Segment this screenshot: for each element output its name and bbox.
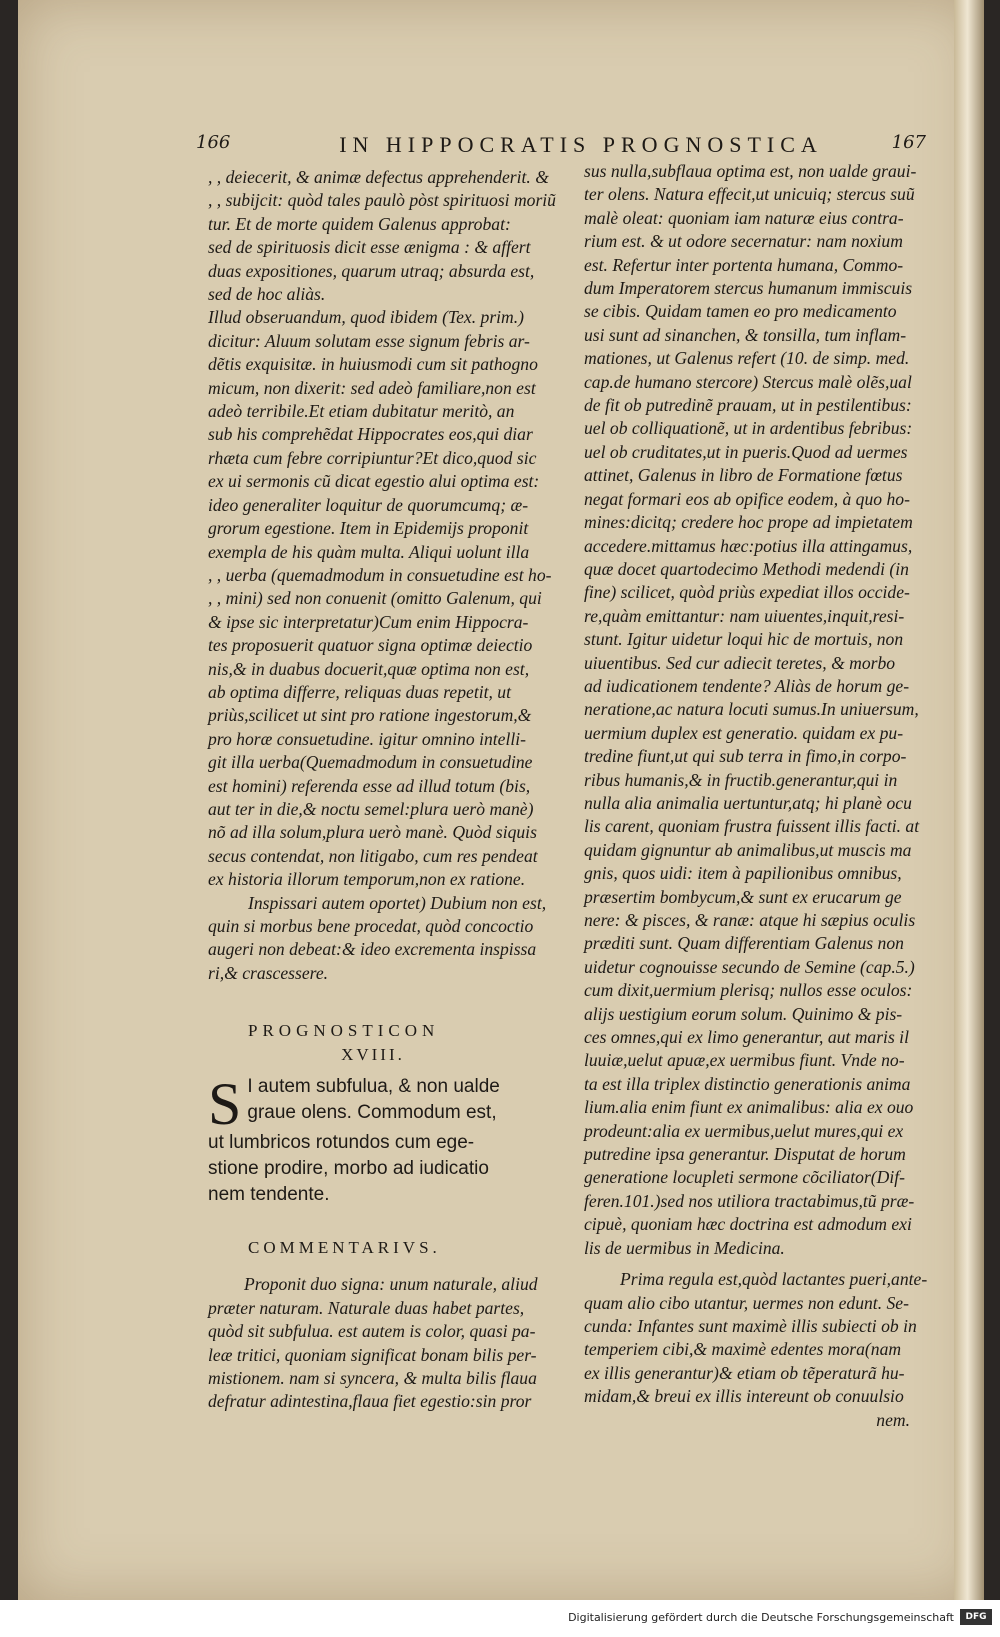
commentary-heading: COMMENTARIVS. xyxy=(248,1238,441,1258)
text-line: re,quàm emittantur: nam uiuentes,inquit,resi- xyxy=(584,605,905,626)
left-para-2 xyxy=(208,306,563,891)
text-line: quòd sit subfulua. est autem is color, quasi pa- xyxy=(208,1321,536,1342)
text-line: , , mini) sed non conuenit (omitto Galenum, qui xyxy=(208,588,542,609)
text-line: sed de spirituosis dicit esse ænigma : & affert xyxy=(208,237,531,258)
text-line: temperiem cibi,& maximè edentes mora(nam xyxy=(584,1339,902,1360)
text-line: tur. Et de morte quidem Galenus approbat: xyxy=(208,213,511,234)
text-line: generatione locupleti sermone cõciliator(Dif- xyxy=(584,1167,906,1188)
drop-cap: S xyxy=(208,1071,242,1138)
text-line: uermium duplex est generatio. quidam ex pu- xyxy=(584,722,904,743)
text-line: stunt. Igitur uidetur loqui hic de mortuis, non xyxy=(584,629,904,650)
section-number: XVIII. xyxy=(341,1044,405,1064)
text-line: git illa uerba(Quemadmodum in consuetudine xyxy=(208,752,533,773)
text-line: est homini) referenda esse ad illud totum (bis, xyxy=(208,775,531,796)
text-line: ad iudicationem tendente? Aliàs de horum ge- xyxy=(584,675,910,696)
text-line: cum dixit,uermium plerisq; nullos esse oculos: xyxy=(584,980,913,1001)
text-line: ces omnes,qui ex limo generantur, aut maris il xyxy=(584,1027,909,1048)
text-line: Illud obseruandum, quod ibidem (Tex. prim.) xyxy=(208,307,525,328)
text-line: fine) scilicet, quòd priùs expediat illos occide- xyxy=(584,582,910,603)
text-line: secus contendat, non litigabo, cum res pendeat xyxy=(208,845,538,866)
text-line: ter olens. Natura effecit,ut unicuiq; stercus suũ xyxy=(584,184,915,205)
text-line: cap.de humano stercore) Stercus malè olẽs,ual xyxy=(584,371,912,392)
text-line: augeri non debeat:& ideo excrementa inspissa xyxy=(208,939,537,960)
book-page xyxy=(18,0,980,1600)
text-line: ideo generaliter loquitur de quorumcumq; æ- xyxy=(208,494,529,515)
text-line: priùs,scilicet ut sint pro ratione ingestorum,& xyxy=(208,705,532,726)
text-line: sus nulla,subflaua optima est, non ualde graui- xyxy=(584,161,917,181)
text-line: exempla de his quàm multa. Aliqui uolunt illa xyxy=(208,541,530,562)
text-line: prodeunt:alia ex uermibus,uelut mures,qui ex xyxy=(584,1120,904,1141)
text-line: midam,& breui ex illis intereunt ob conuulsio xyxy=(584,1386,904,1407)
text-line: nere: & pisces, & ranæ: atque hi sæpius oculis xyxy=(584,910,916,930)
lemma-line: stione prodire, morbo ad iudicatio xyxy=(208,1158,489,1180)
right-para-1 xyxy=(584,160,934,1260)
text-line: luuiæ,uelut apuæ,ex uermibus fiunt. Vnde no- xyxy=(584,1050,905,1071)
text-line: quin si morbus bene procedat, quòd concoctio xyxy=(208,916,534,936)
text-line: duas expositiones, quarum utraq; absurda est, xyxy=(208,260,535,281)
text-line: quæ docet quartodecimo Methodi medendi (in xyxy=(584,558,909,579)
text-line: putredine ipsa generantur. Disputat de horum xyxy=(584,1144,906,1165)
text-line: accedere.mittamus hæc:potius illa attingamus, xyxy=(584,535,913,556)
page-number-right: 167 xyxy=(891,132,926,153)
commentary-paragraph xyxy=(208,1273,563,1413)
text-line: sub his comprehẽdat Hippocrates eos,qui diar xyxy=(208,424,533,445)
text-line: lis de uermibus in Medicina. xyxy=(584,1237,785,1258)
text-line: Prima regula est,quòd lactantes pueri,ante- xyxy=(620,1269,928,1290)
text-line: leæ tritici, quoniam significat bonam bilis per- xyxy=(208,1344,537,1365)
text-line: quidam gignuntur ab animalibus,ut muscis ma xyxy=(584,839,912,860)
text-line: malè oleat: quoniam iam naturæ eius contra- xyxy=(584,207,904,228)
text-line: de fit ob putredinẽ prauam, ut in pestilentibus: xyxy=(584,395,912,416)
text-line: , , deiecerit, & animæ defectus apprehenderit. & xyxy=(208,167,549,187)
text-line: adeò terribile.Et etiam dubitatur meritò, an xyxy=(208,401,515,422)
right-para-2 xyxy=(584,1268,934,1432)
text-line: grorum egestione. Item in Epidemijs proponit xyxy=(208,518,529,539)
left-para-3 xyxy=(208,892,563,986)
text-line: dicitur: Aluum solutam esse signum febris ar- xyxy=(208,330,530,351)
text-line: se cibis. Quidam tamen eo pro medicamento xyxy=(584,301,897,322)
text-line: & ipse sic interpretatur)Cum enim Hippocra- xyxy=(208,611,529,632)
lemma-line: I autem subfulua, & non ualde xyxy=(247,1076,500,1098)
left-para-1 xyxy=(208,166,563,306)
text-line: gnis, quos uidi: item à papilionibus omnibus, xyxy=(584,863,902,884)
page-gutter xyxy=(954,0,984,1600)
lemma-line: ut lumbricos rotundos cum ege- xyxy=(208,1132,475,1154)
text-line: pro horæ consuetudine. igitur omnino intelli- xyxy=(208,728,526,749)
text-line: feren.101.)sed nos utiliora tractabimus,tũ præ- xyxy=(584,1190,915,1211)
text-line: attinet, Galenus in libro de Formatione fœtus xyxy=(584,465,903,486)
text-line: ribus humanis,& in fructib.generantur,qui in xyxy=(584,769,898,790)
text-line: cunda: Infantes sunt maximè illis subiecti ob in xyxy=(584,1315,917,1336)
text-line: nem. xyxy=(876,1409,910,1430)
text-line: præditi sunt. Quam differentiam Galenus non xyxy=(584,933,904,954)
text-line: mistionem. nam si syncera, & multa bilis flaua xyxy=(208,1368,537,1389)
text-line: lium.alia enim fiunt ex animalibus: alia ex ouo xyxy=(584,1097,914,1118)
text-line: nõ ad illa solum,plura uerò manè. Quòd siquis xyxy=(208,822,537,843)
dfg-logo-icon: DFG xyxy=(960,1609,992,1625)
text-line: nulla alia animalia uertuntur,atq; hi planè ocu xyxy=(584,792,912,813)
text-line: , , subijcit: quòd tales paulò pòst spirituosi moriũ xyxy=(208,190,556,211)
text-line: sed de hoc aliàs. xyxy=(208,284,326,305)
text-line: micum, non dixerit: sed adeò familiare,non est xyxy=(208,377,536,398)
text-line: ex illis generantur)& etiam ob tẽperaturã hu- xyxy=(584,1362,905,1383)
text-line: rhæta cum febre corripiuntur?Et dico,quod sic xyxy=(208,447,537,468)
text-line: dẽtis exquisitæ. in huiusmodi cum sit pathogno xyxy=(208,354,538,375)
text-line: ri,& crascessere. xyxy=(208,962,329,983)
text-line: , , uerba (quemadmodum in consuetudine est ho- xyxy=(208,564,552,585)
text-line: tes proposuerit quatuor signa optimæ deiectio xyxy=(208,635,533,656)
funding-notice: Digitalisierung gefördert durch die Deutsche Forschungsgemeinschaft xyxy=(568,1611,954,1624)
text-line: præter naturam. Naturale duas habet partes, xyxy=(208,1297,525,1318)
text-line: Inspissari autem oportet) Dubium non est, xyxy=(248,892,547,913)
text-line: nis,& in duabus docuerit,quæ optima non est, xyxy=(208,658,530,679)
running-title: IN HIPPOCRATIS PROGNOSTICA xyxy=(339,132,823,157)
left-column xyxy=(208,166,563,1414)
text-line: usi sunt ad sinanchen, & tonsilla, tum inflam- xyxy=(584,324,907,345)
text-line: dum Imperatorem stercus humanum immiscuis xyxy=(584,278,913,299)
text-line: uel ob colliquationẽ, ut in ardentibus febribus: xyxy=(584,418,913,439)
footer-bar xyxy=(0,1600,1000,1637)
text-line: ab optima differre, reliquas duas repetit, ut xyxy=(208,681,511,702)
text-line: uel ob cruditates,ut in pueris.Quod ad uermes xyxy=(584,441,908,462)
section-heading: PROGNOSTICON xyxy=(248,1021,440,1041)
text-line: aut ter in die,& noctu semel:plura uerò manè) xyxy=(208,798,534,819)
text-line: alijs uestigium eorum solum. Quinimo & pis- xyxy=(584,1003,903,1024)
text-line: rium est. & ut odore secernatur: nam noxium xyxy=(584,231,903,252)
text-line: mationes, ut Galenus refert (10. de simp. med. xyxy=(584,348,910,369)
text-line: quam alio cibo utantur, uermes non edunt. Se- xyxy=(584,1292,909,1313)
running-head xyxy=(196,132,926,162)
text-line: præsertim bombycum,& sunt ex erucarum ge xyxy=(584,886,902,907)
text-line: ex ui sermonis cũ dicat egestio alui optima est: xyxy=(208,471,540,492)
text-line: uidetur cognouisse secundo de Semine (cap.5.) xyxy=(584,956,915,977)
text-line: tredine fiunt,ut qui sub terra in fimo,in corpo- xyxy=(584,746,907,767)
text-line: mines:dicitq; credere hoc prope ad impietatem xyxy=(584,512,913,533)
page-number-left: 166 xyxy=(196,132,231,153)
lemma-line: nem tendente. xyxy=(208,1184,330,1206)
lemma-line: graue olens. Commodum est, xyxy=(247,1102,497,1124)
text-line: defratur adintestina,flaua fiet egestio:sin pror xyxy=(208,1391,532,1412)
lemma-text xyxy=(208,1071,563,1208)
text-line: Proponit duo signa: unum naturale, aliud xyxy=(244,1274,538,1295)
right-column xyxy=(584,160,934,1432)
text-line: neratione,ac natura locuti sumus.In uniuersum, xyxy=(584,699,919,720)
text-line: cipuè, quoniam hæc doctrina est admodum exi xyxy=(584,1214,912,1235)
text-line: ta est illa triplex distinctio generationis anima xyxy=(584,1073,911,1094)
text-line: uiuentibus. Sed cur adiecit teretes, & morbo xyxy=(584,652,896,673)
text-line: ex historia illorum temporum,non ex ratione. xyxy=(208,869,526,890)
text-line: lis carent, quoniam frustra fuissent illis facti. at xyxy=(584,816,920,837)
text-line: negat formari eos ab opifice eodem, à quo ho- xyxy=(584,488,910,509)
text-line: est. Refertur inter portenta humana, Commo- xyxy=(584,254,904,275)
